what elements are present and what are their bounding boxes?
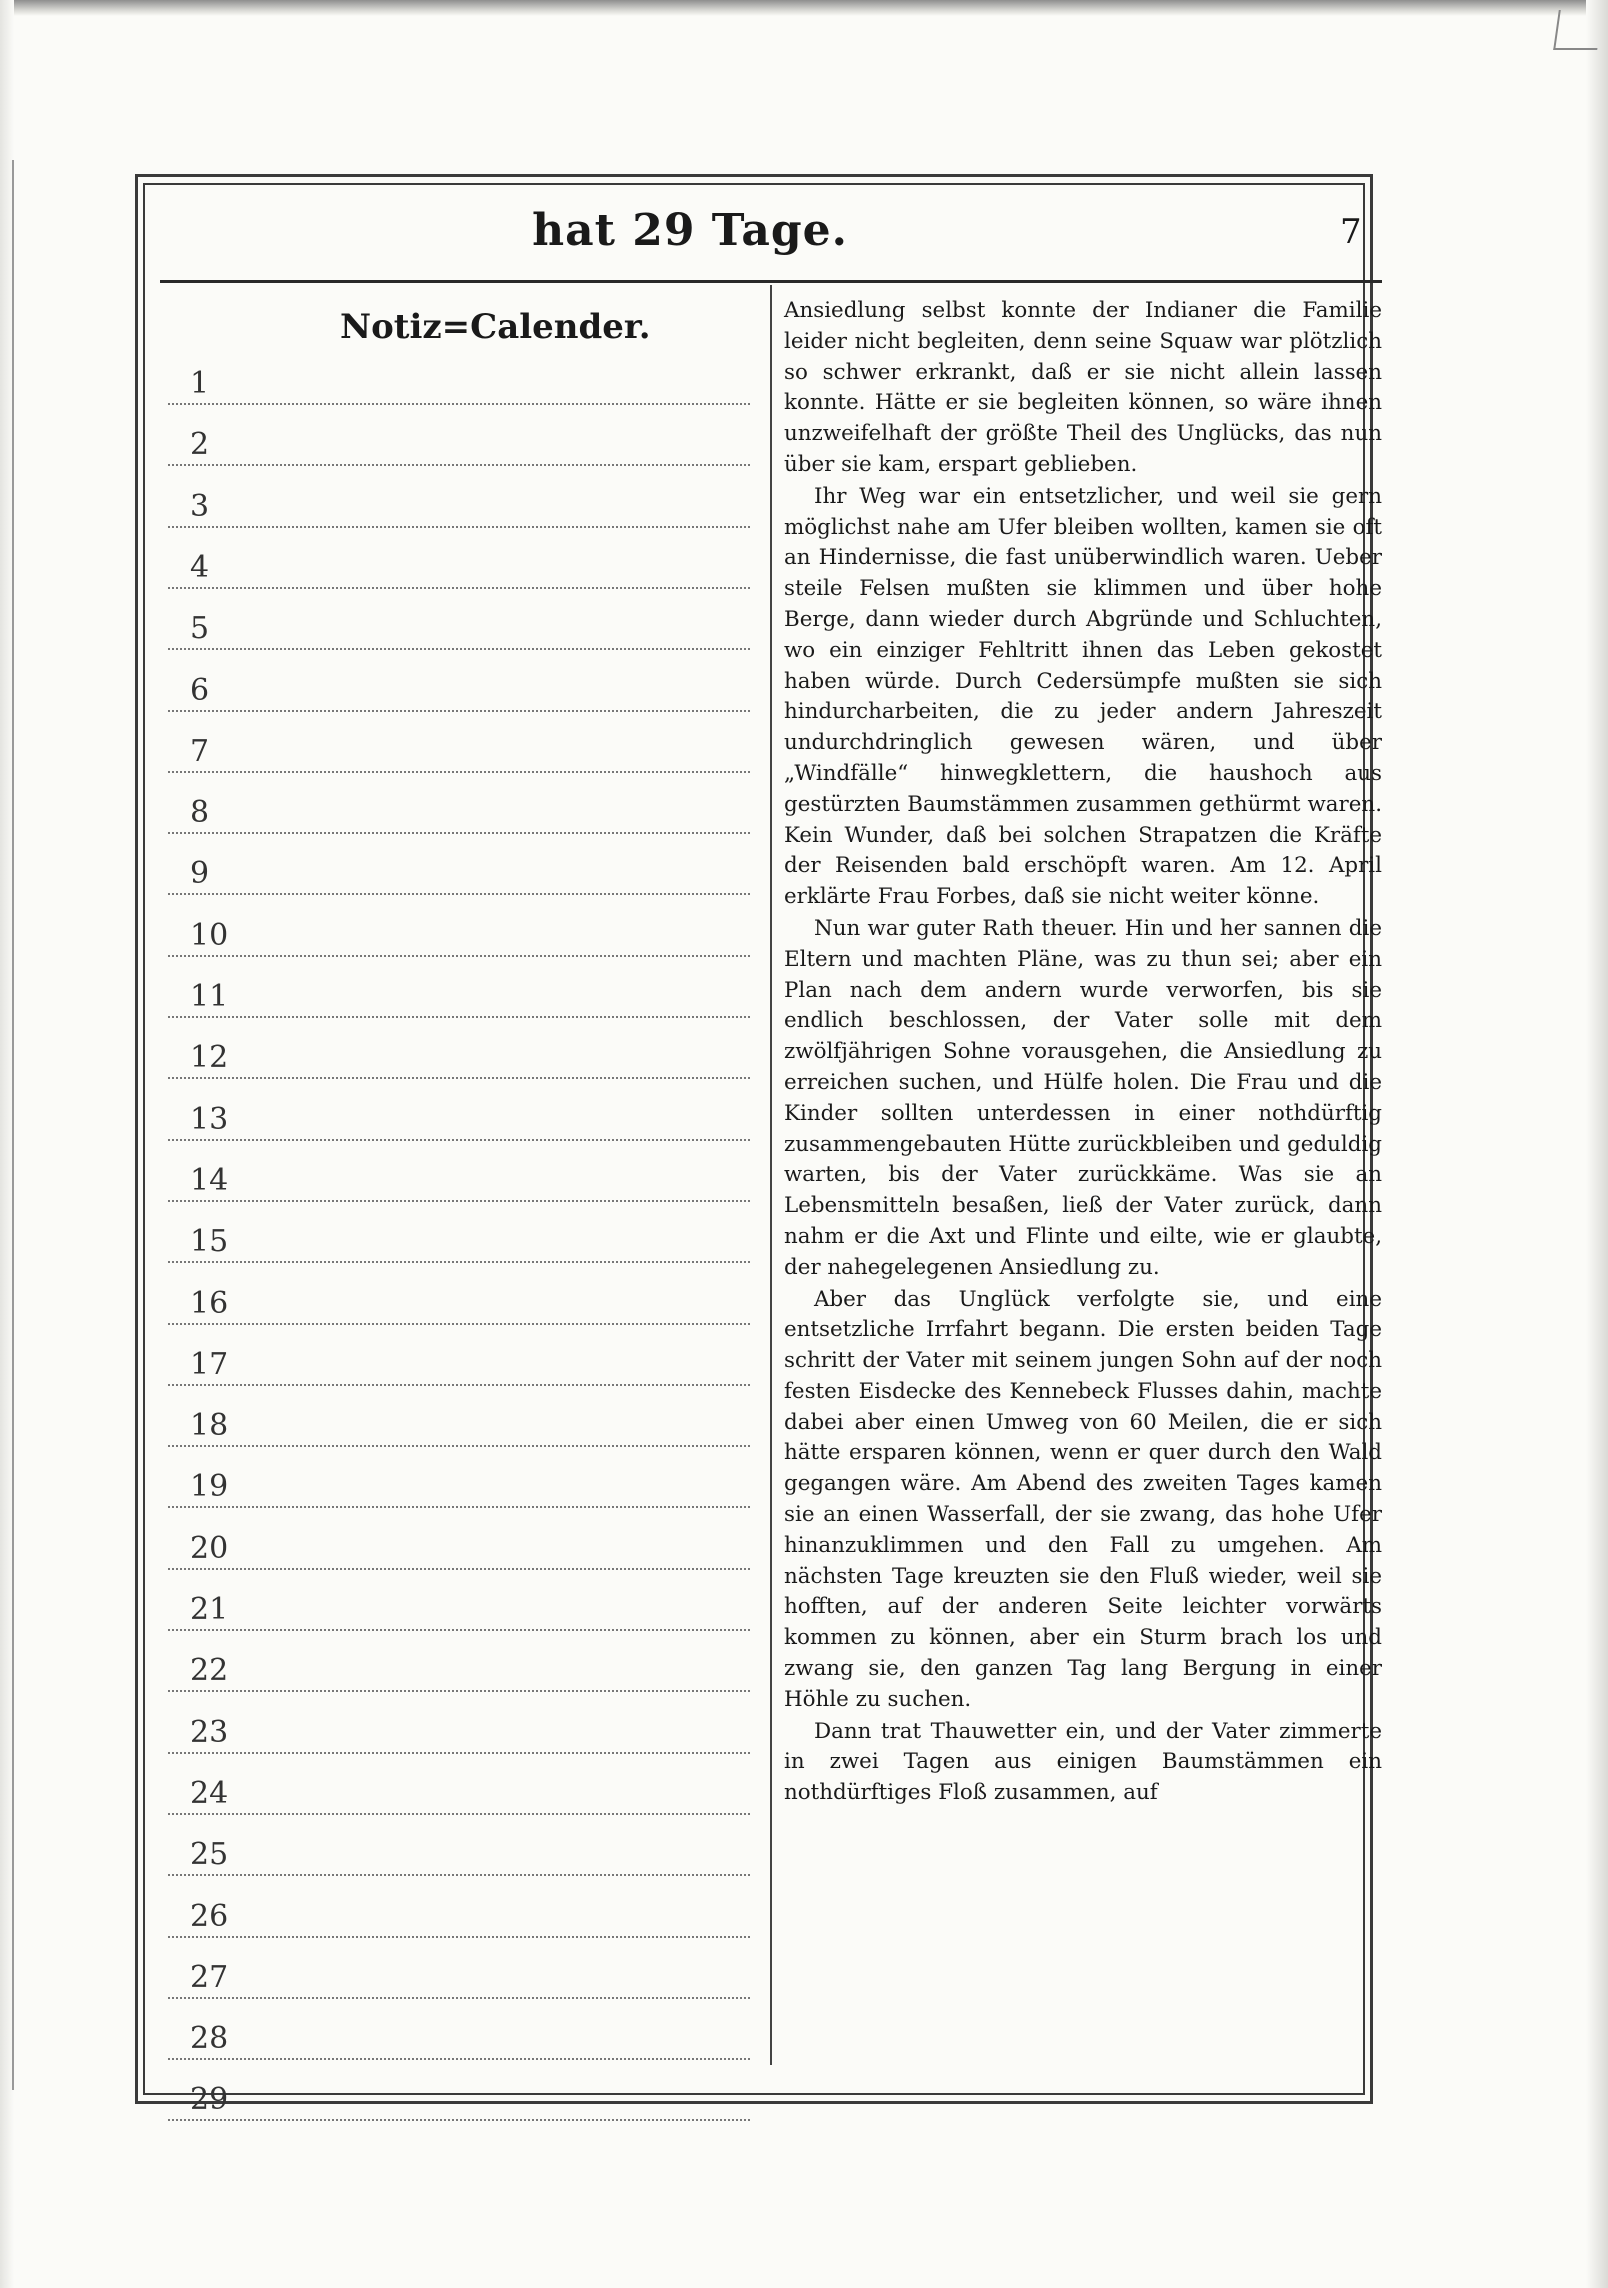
calendar-day-number: 4 [190,549,210,585]
calendar-day-row [168,366,750,405]
calendar-day-number: 9 [190,856,210,892]
calendar-day-number: 22 [190,1653,229,1689]
calendar-title: Notiz=Calender. [340,307,651,347]
calendar-day-number: 5 [190,611,210,647]
header-rule [160,280,1382,283]
calendar-day-number: 6 [190,672,210,708]
calendar-day-number: 26 [190,1898,229,1934]
running-title: hat 29 Tage. [532,205,848,256]
calendar-day-number: 13 [190,1101,229,1137]
paragraph: Aber das Unglück verfolgte sie, und eine entsetzliche Irrfahrt begann. Die ersten beiden Tage schritt der Vater mit seinem jungen Sohn auf der noch festen Eisdecke des Kennebeck Flusses dahin, machte dabei aber einen Umweg von 60 Meilen, die er sich hätte ersparen können, wenn er quer durch den Wald gegangen wäre. Am Abend des zweiten Tages kamen sie an einen Wasserfall, der sie zwang, das hohe Ufer hinanzuklimmen und den Fall zu umgehen. Am nächsten Tage kreuzten sie den Fluß wieder, weil sie hofften, auf der anderen Seite leichter vorwärts kommen zu können, aber ein Sturm brach los und zwang sie, den ganzen Tag lang Bergung in einer Höhle zu suchen. [784,1286,1382,1712]
body-text [784,296,1382,2066]
notiz-calendar [160,285,760,2118]
calendar-day-number: 10 [190,917,229,953]
calendar-day-row [168,1285,750,1325]
calendar-day-number: 21 [190,1592,229,1627]
previous-page-edge [6,160,14,2090]
calendar-day-row [168,1040,750,1079]
calendar-day-number: 1 [190,366,210,401]
calendar-day-number: 3 [190,488,210,524]
calendar-day-row [168,1959,750,1999]
calendar-day-number: 11 [190,979,229,1014]
calendar-day-number: 28 [190,2021,229,2057]
calendar-day-row [168,1714,750,1754]
calendar-day-row [168,733,750,773]
calendar-day-row [168,2082,750,2121]
calendar-day-row [168,1469,750,1508]
calendar-day-row [168,979,750,1018]
calendar-day-number: 17 [190,1346,229,1382]
page-corner-fold [1553,10,1603,50]
calendar-day-row [168,549,750,589]
calendar-day-number: 18 [190,1408,229,1444]
calendar-day-row [168,2021,750,2060]
calendar-day-row [168,1101,750,1141]
calendar-day-row [168,856,750,895]
column-divider [770,285,772,2065]
calendar-day-row [168,917,750,957]
calendar-day-row [168,427,750,466]
scan-edge-top [0,0,1608,16]
calendar-day-row [168,1224,750,1263]
calendar-day-row [168,672,750,712]
calendar-day-number: 16 [190,1285,229,1321]
calendar-day-number: 20 [190,1530,229,1566]
calendar-day-number: 8 [190,795,210,831]
calendar-day-number: 29 [190,2082,229,2118]
calendar-day-number: 12 [190,1040,229,1076]
calendar-day-row [168,1898,750,1938]
calendar-day-number: 14 [190,1162,229,1198]
calendar-day-number: 27 [190,1959,229,1995]
calendar-day-row [168,1346,750,1386]
calendar-day-row [168,488,750,528]
calendar-day-number: 19 [190,1469,229,1505]
calendar-day-row [168,1408,750,1447]
calendar-day-number: 15 [190,1224,229,1260]
paragraph: Ihr Weg war ein entsetzlicher, und weil sie gern möglichst nahe am Ufer bleiben wollten, kamen sie oft an Hindernisse, die fast unüberwindlich waren. Ueber steile Felsen mußten sie klimmen und über hohe Berge, dann wieder durch Abgründe und Schluchten, wo ein einziger Fehltritt ihnen das Leben gekostet haben würde. Durch Cedersümpfe mußten sie sich hindurcharbeiten, die zu jeder andern Jahreszeit undurchdringlich gewesen wären, und über „Windfälle“ hinwegklettern, die haushoch aus gestürzten Baumstämmen zusammen gethürmt waren. Kein Wunder, daß bei solchen Strapatzen die Kräfte der Reisenden bald erschöpft waren. Am 12. April erklärte Frau Forbes, daß sie nicht weiter könne. [784,483,1382,910]
paragraph: Dann trat Thauwetter ein, und der Vater zimmerte in zwei Tagen aus einigen Baumstämmen ein nothdürftiges Floß zusammen, auf [784,1718,1382,1806]
calendar-day-number: 7 [190,733,210,769]
calendar-day-number: 24 [190,1775,229,1811]
calendar-day-number: 25 [190,1837,229,1873]
page-number: 7 [1340,212,1362,252]
calendar-day-row [168,795,750,834]
calendar-day-row [168,1592,750,1631]
calendar-day-row [168,1653,750,1692]
paragraph: Nun war guter Rath theuer. Hin und her sannen die Eltern und machten Pläne, was zu thun sei; aber ein Plan nach dem andern wurde verworfen, bis sie endlich beschlossen, der Vater solle mit dem zwölfjährigen Sohne vorausgehen, die Ansiedlung zu erreichen suchen, und Hülfe holen. Die Frau und die Kinder sollten unterdessen in einer nothdürftig zusammengebauten Hütte zurückbleiben und geduldig warten, bis der Vater zurückkäme. Was sie an Lebensmitteln besaßen, ließ der Vater zurück, dann nahm er die Axt und Flinte und eilte, wie er glaubte, der nahegelegenen Ansiedlung zu. [784,915,1382,1280]
scan-edge-right [1586,0,1608,2288]
calendar-day-row [168,1837,750,1876]
calendar-day-row [168,611,750,650]
paragraph: Ansiedlung selbst konnte der Indianer die Familie leider nicht begleiten, denn seine Squaw war plötzlich so schwer erkrankt, daß er sie nicht allein lassen konnte. Hätte er sie begleiten können, so wäre ihnen unzweifelhaft der größte Theil des Unglücks, das nun über sie kam, erspart geblieben. [784,298,1382,477]
calendar-day-number: 2 [190,427,210,463]
calendar-day-row [168,1775,750,1815]
calendar-day-row [168,1162,750,1202]
calendar-day-row [168,1530,750,1570]
calendar-day-number: 23 [190,1714,229,1750]
